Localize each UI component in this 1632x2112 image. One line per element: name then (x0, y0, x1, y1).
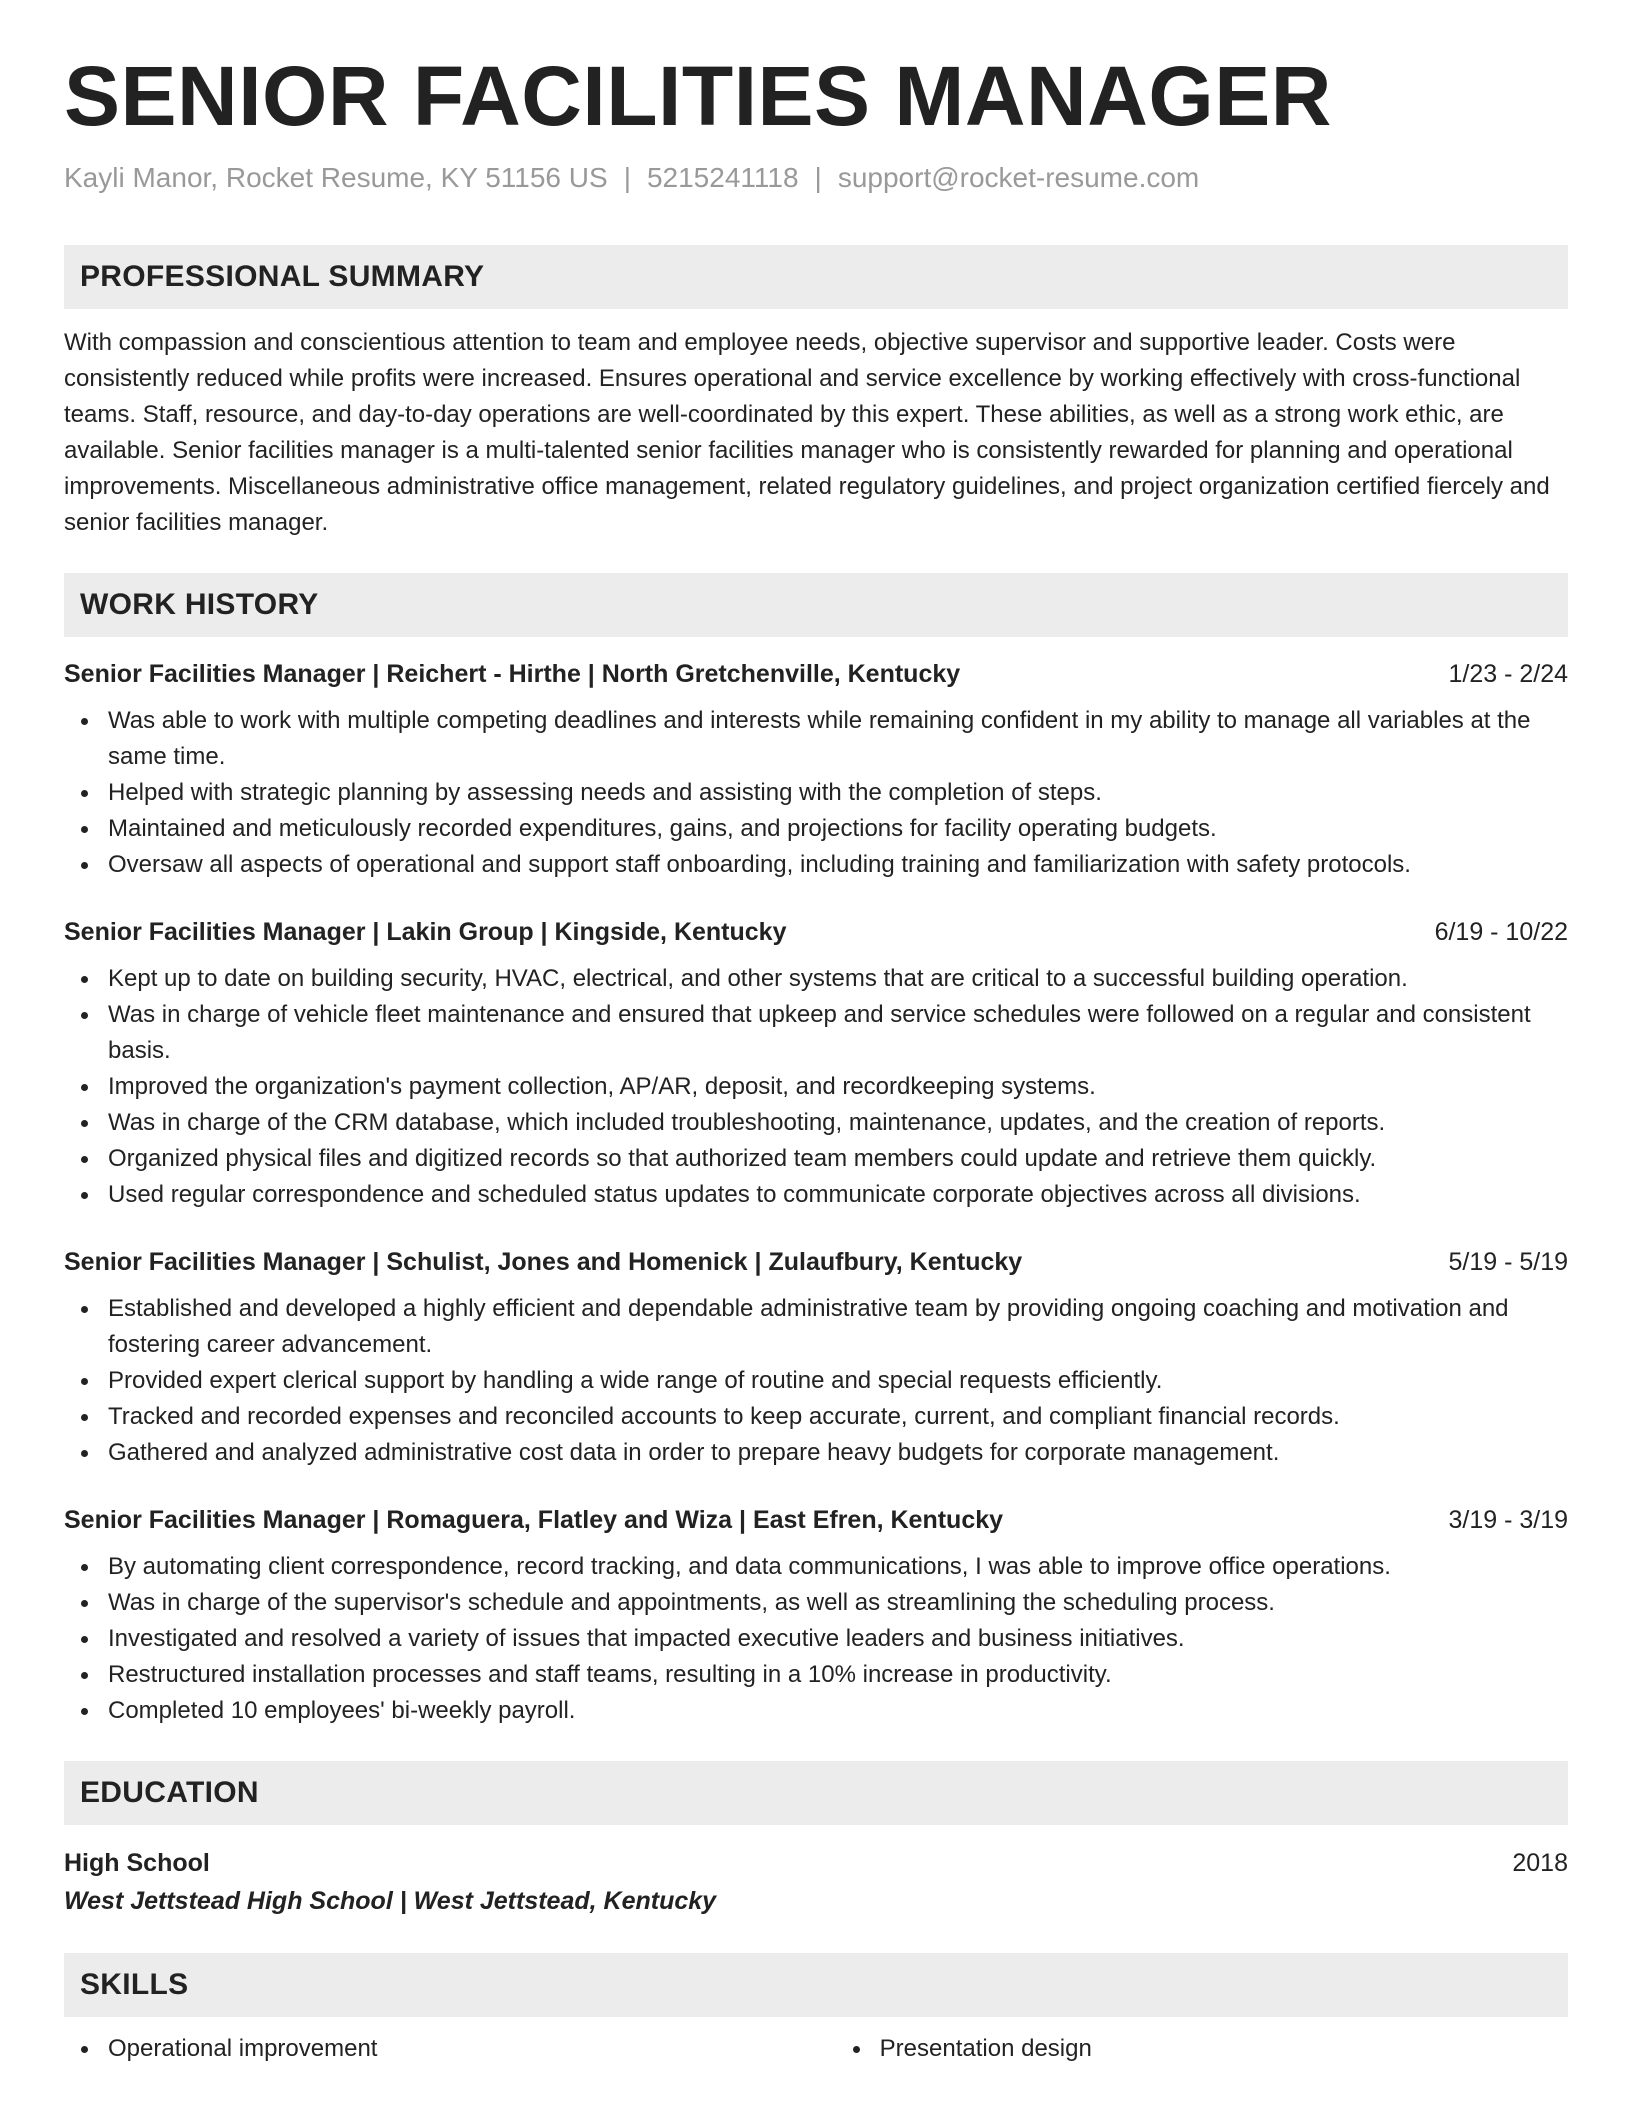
job-bullet: Was in charge of the CRM database, which included troubleshooting, maintenance, updates, and the creation of reports. (108, 1105, 1568, 1141)
section-header-summary: PROFESSIONAL SUMMARY (64, 245, 1568, 309)
contact-line (64, 160, 1568, 196)
job-title: Senior Facilities Manager | Lakin Group | Kingside, Kentucky (64, 917, 787, 946)
job-dates: 6/19 - 10/22 (1434, 917, 1568, 946)
education-header (64, 1845, 1568, 1881)
job-bullet: Helped with strategic planning by assessing needs and assisting with the completion of steps. (108, 775, 1568, 811)
job-header (64, 915, 1568, 949)
job-header (64, 1503, 1568, 1537)
job-entry (64, 915, 1568, 1213)
skills-column-right (836, 2031, 1568, 2067)
job-bullet: Provided expert clerical support by handling a wide range of routine and special requests efficiently. (108, 1363, 1568, 1399)
education-year: 2018 (1512, 1848, 1568, 1877)
contact-address: Kayli Manor, Rocket Resume, KY 51156 US (64, 162, 608, 194)
job-title: Senior Facilities Manager | Reichert - Hirthe | North Gretchenville, Kentucky (64, 659, 961, 688)
contact-separator: | (623, 162, 631, 194)
job-bullet: Used regular correspondence and scheduled status updates to communicate corporate objectives across all divisions. (108, 1177, 1568, 1213)
job-header (64, 1245, 1568, 1279)
education-entry (64, 1845, 1568, 1921)
job-bullet: By automating client correspondence, record tracking, and data communications, I was able to improve office operations. (108, 1549, 1568, 1585)
job-title: Senior Facilities Manager | Romaguera, Flatley and Wiza | East Efren, Kentucky (64, 1505, 1004, 1534)
skills-list (64, 2031, 1568, 2067)
skills-column-left (64, 2031, 836, 2067)
education-school: West Jettstead High School | West Jettstead, Kentucky (64, 1886, 717, 1915)
job-entry (64, 1503, 1568, 1729)
job-bullet: Restructured installation processes and staff teams, resulting in a 10% increase in productivity. (108, 1657, 1568, 1693)
job-header (64, 657, 1568, 691)
job-bullet: Maintained and meticulously recorded expenditures, gains, and projections for facility operating budgets. (108, 811, 1568, 847)
job-entry (64, 1245, 1568, 1471)
skill-item: Operational improvement (108, 2031, 836, 2067)
job-bullet: Was in charge of the supervisor's schedule and appointments, as well as streamlining the scheduling process. (108, 1585, 1568, 1621)
education-degree: High School (64, 1848, 210, 1877)
job-bullet: Tracked and recorded expenses and reconciled accounts to keep accurate, current, and compliant financial records. (108, 1399, 1568, 1435)
job-bullet: Was in charge of vehicle fleet maintenance and ensured that upkeep and service schedules were followed on a regular and consistent basis. (108, 997, 1568, 1069)
job-bullet: Kept up to date on building security, HVAC, electrical, and other systems that are critical to a successful building operation. (108, 961, 1568, 997)
contact-separator: | (814, 162, 822, 194)
job-bullet: Organized physical files and digitized records so that authorized team members could update and retrieve them quickly. (108, 1141, 1568, 1177)
job-bullet: Oversaw all aspects of operational and support staff onboarding, including training and familiarization with safety protocols. (108, 847, 1568, 883)
job-bullet: Improved the organization's payment collection, AP/AR, deposit, and recordkeeping systems. (108, 1069, 1568, 1105)
section-header-work-history: WORK HISTORY (64, 573, 1568, 637)
summary-text: With compassion and conscientious attention to team and employee needs, objective supervisor and supportive leader. Costs were consistently reduced while profits were increased. Ensures operational and service excellence by working effectively with cross-functional teams. Staff, resource, and day-to-day operations are well-coordinated by this expert. These abilities, as well as a strong work ethic, are available. Senior facilities manager is a multi-talented senior facilities manager who is consistently rewarded for planning and operational improvements. Miscellaneous administrative office management, related regulatory guidelines, and project organization certified fiercely and senior facilities manager. (64, 328, 1550, 536)
contact-email: support@rocket-resume.com (837, 162, 1200, 194)
job-bullets (64, 1291, 1568, 1471)
job-dates: 5/19 - 5/19 (1448, 1247, 1568, 1276)
job-bullet: Established and developed a highly efficient and dependable administrative team by providing ongoing coaching and motivation and fostering career advancement. (108, 1291, 1568, 1363)
job-bullets (64, 961, 1568, 1213)
section-header-education: EDUCATION (64, 1761, 1568, 1825)
job-bullet: Gathered and analyzed administrative cost data in order to prepare heavy budgets for corporate management. (108, 1435, 1568, 1471)
section-header-skills: SKILLS (64, 1953, 1568, 2017)
job-bullets (64, 703, 1568, 883)
contact-phone: 5215241118 (646, 162, 799, 194)
job-entry (64, 657, 1568, 883)
job-bullets (64, 1549, 1568, 1729)
job-bullet: Was able to work with multiple competing deadlines and interests while remaining confident in my ability to manage all variables at the same time. (108, 703, 1568, 775)
page-title: SENIOR FACILITIES MANAGER (64, 49, 1332, 143)
job-bullet: Completed 10 employees' bi-weekly payroll. (108, 1693, 1568, 1729)
job-dates: 1/23 - 2/24 (1448, 659, 1568, 688)
job-title: Senior Facilities Manager | Schulist, Jones and Homenick | Zulaufbury, Kentucky (64, 1247, 1023, 1276)
job-bullet: Investigated and resolved a variety of issues that impacted executive leaders and business initiatives. (108, 1621, 1568, 1657)
skill-item: Presentation design (880, 2031, 1568, 2067)
job-dates: 3/19 - 3/19 (1448, 1505, 1568, 1534)
